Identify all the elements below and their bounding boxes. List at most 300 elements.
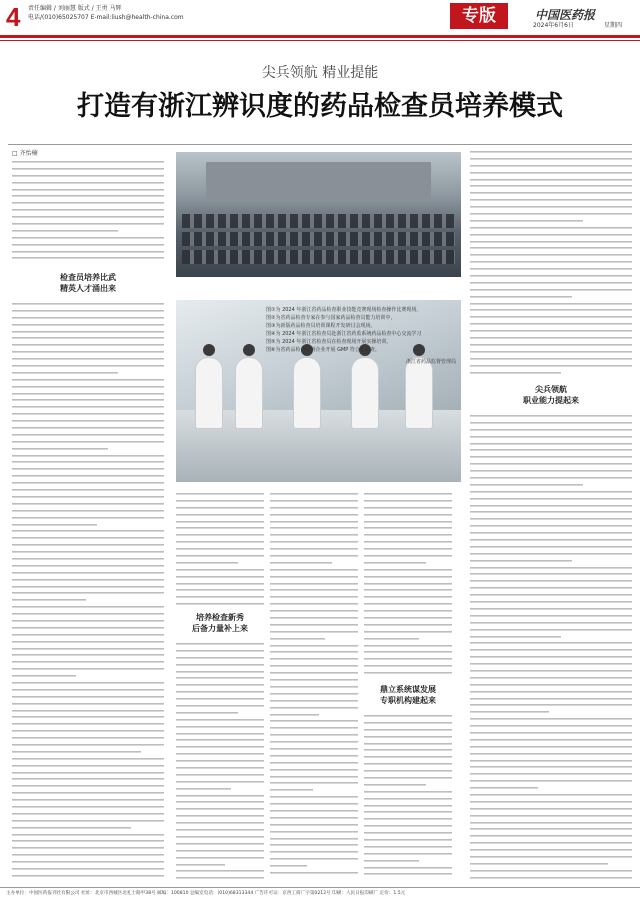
text-line: [364, 870, 452, 877]
text-line: [12, 376, 164, 383]
text-line: [470, 279, 632, 286]
text-line: [270, 518, 358, 525]
text-line: [470, 633, 561, 640]
text-line: [364, 788, 452, 795]
text-line: [12, 403, 164, 410]
text-line: [470, 564, 632, 571]
text-line: [270, 848, 358, 855]
text-line: [364, 621, 452, 628]
text-line: [470, 348, 632, 355]
text-line: [470, 701, 632, 708]
text-line: [12, 465, 164, 472]
text-line: [176, 861, 225, 868]
text-line: [12, 851, 164, 858]
text-line: [270, 807, 358, 814]
text-line: [176, 647, 264, 654]
column-5a: [470, 148, 632, 378]
text-line: [470, 467, 632, 474]
text-line: [270, 841, 358, 848]
text-line: [270, 766, 358, 773]
text-line: [470, 708, 549, 715]
text-line: [470, 306, 632, 313]
text-line: [470, 238, 632, 245]
text-line: [12, 431, 164, 438]
text-line: [12, 631, 164, 638]
text-line: [470, 660, 632, 667]
subheading-2: 培养检查新秀 后备力量补上来: [192, 613, 248, 633]
text-line: [470, 300, 632, 307]
text-line: [12, 741, 164, 748]
text-line: [270, 814, 358, 821]
text-line: [364, 628, 452, 635]
text-line: [364, 774, 452, 781]
text-line: [12, 507, 164, 514]
text-line: [176, 518, 264, 525]
text-line: [470, 362, 632, 369]
text-line: [364, 662, 452, 669]
text-line: [470, 196, 632, 203]
text-line: [12, 603, 164, 610]
text-line: [364, 760, 452, 767]
text-line: [270, 504, 358, 511]
text-line: [12, 817, 164, 824]
text-line: [176, 695, 264, 702]
text-line: [12, 369, 118, 376]
photo-caption: 图①为 2024 年浙江省药品检查职业技能竞赛现场检查操作比赛现场。 图②为省药品检查专家在参与国家药品检查员能力培训中， 图③为新版药品检查员培训课程开发研讨会现场。 图④为 2024 年浙江省检查员赴浙江省药监系统药品检查中心交流学习 图⑤为 2024 年浙江省检查员在检查现场开展实操培训。 图⑥为省药品检查员到企业开展 GMP 符合性检查。 浙江省药品监督管理局: [266, 307, 456, 365]
text-line: [364, 497, 452, 504]
text-line: [470, 619, 632, 626]
text-line: [270, 683, 358, 690]
text-line: [470, 612, 632, 619]
text-line: [470, 334, 632, 341]
text-line: [270, 697, 358, 704]
text-line: [270, 862, 307, 869]
text-line: [12, 865, 164, 872]
text-line: [270, 704, 358, 711]
text-line: [364, 815, 452, 822]
text-line: [176, 497, 264, 504]
text-line: [12, 686, 164, 693]
text-line: [176, 538, 264, 545]
text-line: [470, 433, 632, 440]
text-line: [470, 412, 632, 419]
text-line: [270, 717, 358, 724]
text-line: [12, 638, 164, 645]
text-line: [364, 746, 452, 753]
text-line: [12, 241, 164, 248]
text-line: [470, 860, 608, 867]
text-line: [470, 653, 632, 660]
text-line: [12, 844, 164, 851]
text-line: [470, 272, 632, 279]
text-line: [270, 793, 358, 800]
text-line: [270, 662, 358, 669]
text-line: [470, 791, 632, 798]
text-line: [470, 757, 632, 764]
text-line: [364, 712, 452, 719]
text-line: [270, 559, 332, 566]
text-line: [364, 642, 452, 649]
text-line: [12, 514, 164, 521]
text-line: [176, 524, 264, 531]
text-line: [470, 722, 632, 729]
text-line: [12, 624, 164, 631]
text-line: [176, 854, 264, 861]
issue-date: 2024年6月6日: [533, 22, 574, 29]
text-line: [364, 524, 452, 531]
text-line: [470, 798, 632, 805]
text-line: [270, 600, 358, 607]
text-line: [470, 515, 632, 522]
text-line: [176, 504, 264, 511]
text-line: [364, 781, 426, 788]
text-line: [470, 210, 632, 217]
text-line: [470, 846, 632, 853]
text-line: [270, 642, 358, 649]
text-line: [12, 569, 164, 576]
text-line: [364, 614, 452, 621]
text-line: [12, 314, 164, 321]
text-line: [364, 559, 426, 566]
text-line: [176, 771, 264, 778]
text-line: [270, 786, 313, 793]
text-line: [176, 702, 264, 709]
text-line: [270, 759, 358, 766]
text-line: [470, 244, 632, 251]
text-line: [470, 805, 632, 812]
text-line: [176, 847, 264, 854]
text-line: [176, 674, 264, 681]
text-line: [176, 511, 264, 518]
text-line: [12, 199, 164, 206]
text-line: [12, 445, 108, 452]
text-line: [176, 600, 264, 607]
subheading-3: 尖兵领航 职业能力提起来: [523, 385, 579, 405]
text-line: [364, 607, 452, 614]
text-line: [176, 586, 264, 593]
text-line: [470, 695, 632, 702]
text-line: [12, 858, 164, 865]
text-line: [12, 362, 164, 369]
text-line: [364, 822, 452, 829]
text-line: [270, 648, 358, 655]
text-line: [470, 812, 632, 819]
text-line: [12, 300, 164, 307]
text-line: [470, 474, 632, 481]
text-line: [12, 479, 164, 486]
text-line: [12, 458, 164, 465]
text-line: [12, 872, 164, 879]
text-line: [12, 383, 164, 390]
text-line: [12, 713, 164, 720]
column-2b: [176, 640, 264, 882]
text-line: [470, 784, 538, 791]
text-line: [12, 548, 164, 555]
text-line: [470, 217, 583, 224]
text-line: [470, 688, 632, 695]
byline-rule: [8, 144, 632, 145]
text-line: [12, 248, 164, 255]
text-line: [12, 762, 164, 769]
section-tag: 专版: [450, 3, 508, 29]
text-line: [470, 286, 632, 293]
text-line: [12, 390, 164, 397]
text-line: [12, 707, 164, 714]
text-line: [12, 472, 164, 479]
text-line: [12, 755, 164, 762]
text-line: [12, 596, 86, 603]
text-line: [270, 497, 358, 504]
text-line: [470, 584, 632, 591]
text-line: [270, 580, 358, 587]
text-line: [12, 700, 164, 707]
text-line: [176, 654, 264, 661]
text-line: [470, 715, 632, 722]
text-line: [270, 821, 358, 828]
text-line: [12, 424, 164, 431]
text-line: [12, 158, 164, 165]
text-line: [12, 234, 164, 241]
text-line: [12, 734, 164, 741]
text-line: [470, 440, 632, 447]
text-line: [12, 417, 164, 424]
text-line: [176, 730, 264, 737]
text-line: [176, 819, 264, 826]
photo-credit: 浙江省药品监督管理局: [405, 359, 456, 365]
text-line: [12, 355, 164, 362]
text-line: [12, 831, 164, 838]
text-line: [12, 576, 164, 583]
column-3: [270, 490, 358, 882]
text-line: [270, 835, 358, 842]
text-line: [364, 580, 452, 587]
text-line: [470, 819, 632, 826]
text-line: [364, 767, 452, 774]
text-line: [12, 493, 164, 500]
photo-conference: [176, 152, 461, 277]
text-line: [364, 504, 452, 511]
column-1b: [12, 300, 164, 882]
text-line: [364, 635, 419, 642]
text-line: [12, 165, 164, 172]
column-2a: [176, 490, 264, 610]
text-line: [470, 251, 632, 258]
text-line: [12, 220, 164, 227]
text-line: [470, 867, 632, 874]
text-line: [470, 577, 632, 584]
text-line: [470, 355, 632, 362]
text-line: [12, 541, 164, 548]
text-line: [12, 521, 97, 528]
text-line: [470, 543, 632, 550]
text-line: [12, 562, 164, 569]
text-line: [176, 552, 264, 559]
text-line: [470, 446, 632, 453]
text-line: [270, 855, 358, 862]
text-line: [470, 729, 632, 736]
column-1a: [12, 158, 164, 266]
text-line: [12, 192, 164, 199]
text-line: [176, 792, 264, 799]
text-line: [12, 348, 164, 355]
text-line: [12, 500, 164, 507]
text-line: [176, 490, 264, 497]
text-line: [12, 334, 164, 341]
text-line: [12, 789, 164, 796]
text-line: [12, 341, 164, 348]
text-line: [364, 511, 452, 518]
text-line: [12, 837, 164, 844]
text-line: [470, 495, 632, 502]
text-line: [364, 733, 452, 740]
subheading-1: 检查员培养比武 精英人才涌出来: [60, 273, 116, 293]
footer-text: 主办单位：中国医药报刊社有限公司 社址：北京市西城区北礼士路甲38号 邮编：100810 总编室电话：(010)68313344 广告许可证：京西工商广字第0212号 印刷：人民日报印刷厂 定价：1.5元: [6, 891, 406, 896]
text-line: [470, 550, 632, 557]
text-line: [176, 566, 264, 573]
text-line: [470, 626, 632, 633]
text-line: [12, 727, 164, 734]
text-line: [470, 777, 632, 784]
text-line: [12, 824, 131, 831]
text-line: [176, 580, 264, 587]
text-line: [470, 419, 632, 426]
text-line: [364, 808, 452, 815]
text-line: [364, 843, 452, 850]
text-line: [470, 750, 632, 757]
text-line: [270, 524, 358, 531]
text-line: [270, 745, 358, 752]
subheading-4: 鼎立系统谋发展 专职机构建起来: [380, 685, 436, 705]
text-line: [176, 709, 238, 716]
text-line: [12, 410, 164, 417]
text-line: [470, 148, 632, 155]
text-line: [176, 840, 264, 847]
text-line: [12, 321, 164, 328]
text-line: [12, 775, 164, 782]
text-line: [470, 169, 632, 176]
text-line: [12, 679, 164, 686]
text-line: [12, 810, 164, 817]
text-line: [12, 651, 164, 658]
text-line: [176, 833, 264, 840]
text-line: [176, 805, 264, 812]
text-line: [176, 764, 264, 771]
newspaper-name: 中国医药报: [535, 8, 596, 22]
text-line: [176, 798, 264, 805]
text-line: [270, 573, 358, 580]
text-line: [470, 508, 632, 515]
text-line: [470, 369, 561, 376]
text-line: [470, 853, 632, 860]
contact-line: 电话/(010)65025707 E-mail:liush@health-china.com: [28, 14, 184, 21]
text-line: [364, 573, 452, 580]
text-line: [12, 227, 118, 234]
text-line: [270, 531, 358, 538]
text-line: [470, 231, 632, 238]
page-number: 4: [6, 2, 21, 32]
text-line: [364, 836, 452, 843]
text-line: [470, 839, 632, 846]
text-line: [470, 162, 632, 169]
column-5b: [470, 412, 632, 882]
text-line: [470, 182, 632, 189]
text-line: [470, 825, 632, 832]
text-line: [12, 610, 164, 617]
text-line: [176, 668, 264, 675]
text-line: [270, 828, 358, 835]
text-line: [470, 224, 632, 231]
text-line: [470, 763, 632, 770]
text-line: [270, 655, 358, 662]
text-line: [12, 720, 164, 727]
text-line: [176, 874, 264, 881]
column-4b: [364, 712, 452, 882]
text-line: [470, 258, 632, 265]
masthead-thin-rule: [0, 40, 640, 41]
text-line: [470, 770, 632, 777]
text-line: [176, 531, 264, 538]
text-line: [364, 538, 452, 545]
text-line: [470, 736, 632, 743]
text-line: [364, 726, 452, 733]
text-line: [364, 850, 452, 857]
text-line: [12, 206, 164, 213]
text-line: [176, 867, 264, 874]
text-line: [12, 658, 164, 665]
text-line: [12, 213, 164, 220]
text-line: [270, 552, 358, 559]
text-line: [470, 426, 632, 433]
text-line: [364, 490, 452, 497]
text-line: [12, 186, 164, 193]
editor-line: 责任编辑 / 刘丽慧 版式 / 王勇 马辉: [28, 5, 122, 12]
text-line: [470, 341, 632, 348]
text-line: [470, 327, 632, 334]
text-line: [12, 589, 164, 596]
text-line: [270, 690, 358, 697]
text-line: [364, 802, 452, 809]
text-line: [364, 669, 452, 676]
article-byline: □ 齐怡楠: [12, 150, 38, 157]
text-line: [470, 674, 632, 681]
text-line: [364, 545, 452, 552]
text-line: [12, 307, 164, 314]
text-line: [12, 172, 164, 179]
text-line: [364, 829, 452, 836]
text-line: [176, 723, 264, 730]
text-line: [364, 531, 452, 538]
text-line: [176, 640, 264, 647]
text-line: [470, 453, 632, 460]
text-line: [364, 719, 452, 726]
text-line: [364, 593, 452, 600]
text-line: [470, 155, 632, 162]
text-line: [470, 605, 632, 612]
masthead-rule: [0, 35, 640, 38]
text-line: [364, 586, 452, 593]
text-line: [12, 527, 164, 534]
text-line: [176, 736, 264, 743]
text-line: [470, 522, 632, 529]
text-line: [364, 864, 452, 871]
text-line: [270, 628, 358, 635]
text-line: [270, 738, 358, 745]
text-line: [470, 313, 632, 320]
text-line: [12, 328, 164, 335]
text-line: [470, 293, 572, 300]
text-line: [270, 773, 358, 780]
text-line: [12, 796, 164, 803]
